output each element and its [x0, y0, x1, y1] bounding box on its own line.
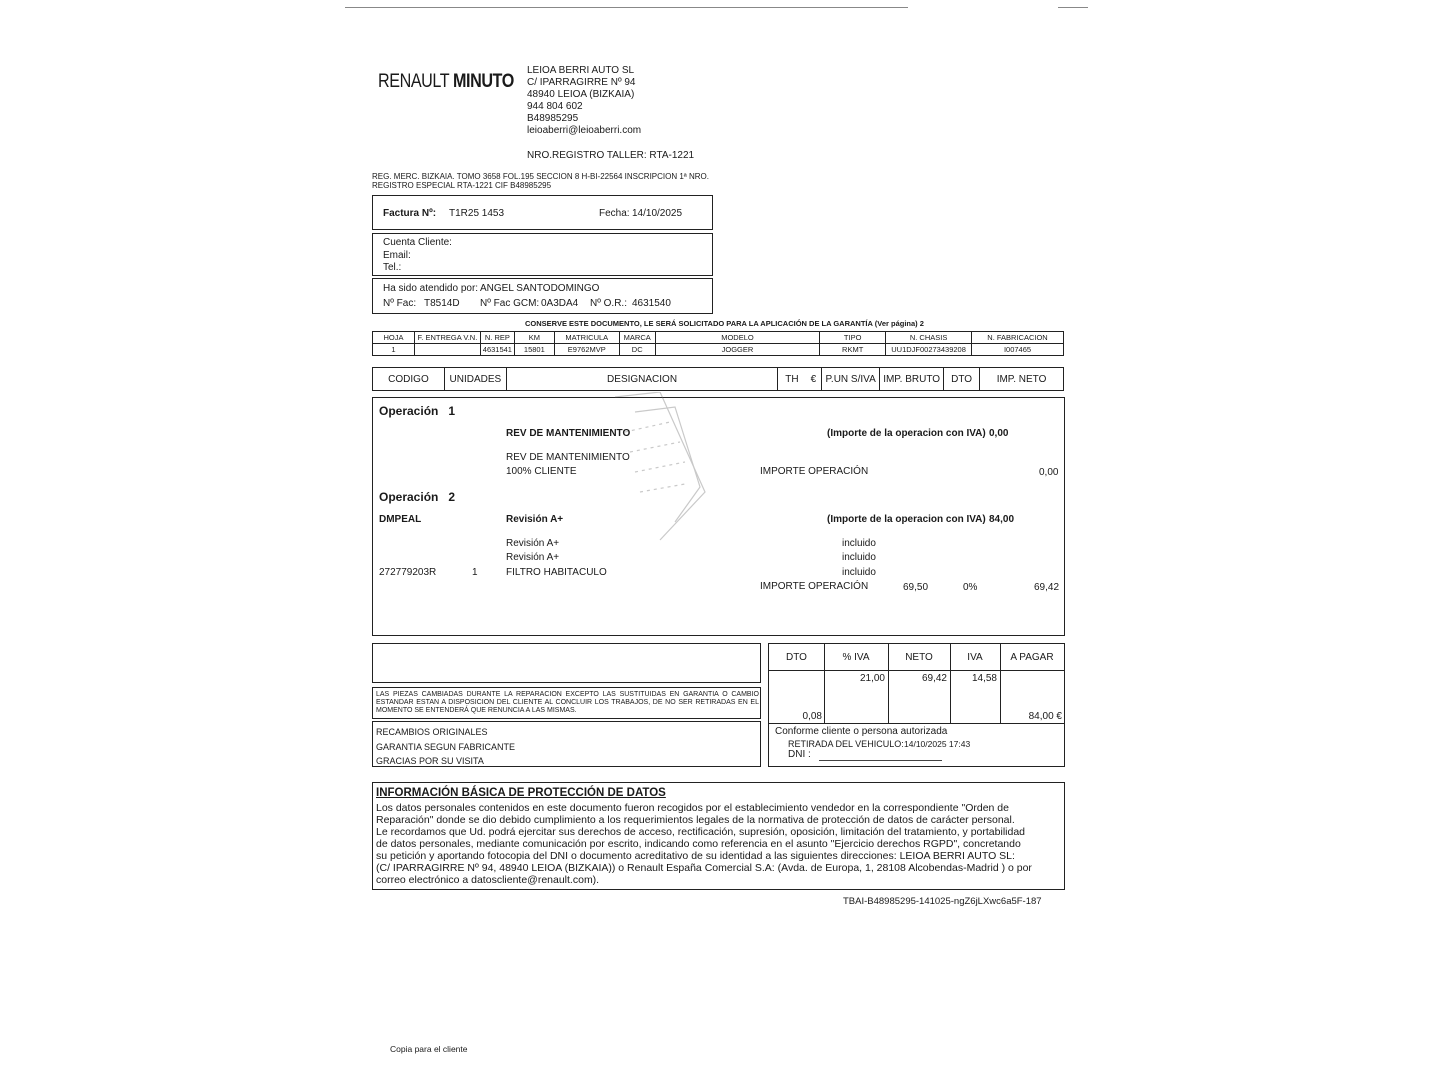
vehicle-header-cell: MATRICULA [554, 332, 619, 344]
warranty-note: CONSERVE ESTE DOCUMENTO, LE SERÁ SOLICITADO PARA LA APLICACIÓN DE LA GARANTÍA (Ver página) 2 [525, 319, 924, 328]
or-label: Nº O.R.: [590, 298, 627, 309]
customer-account-label: Cuenta Cliente: [383, 237, 452, 248]
or-value: 4631540 [632, 298, 671, 309]
col-currency: € [806, 368, 822, 391]
customer-email-label: Email: [383, 250, 411, 261]
vehicle-header-cell: N. CHASIS [886, 332, 972, 344]
op1-importe-label: (Importe de la operacion con IVA) [827, 428, 986, 439]
totals-iva-pct: 21,00 [859, 673, 885, 684]
vehicle-value-cell: 4631541 [480, 344, 514, 356]
col-codigo: CODIGO [373, 368, 445, 391]
vehicle-value-cell: JOGGER [655, 344, 820, 356]
scan-top-line [345, 7, 908, 8]
op1-name: REV DE MANTENIMIENTO [506, 428, 631, 439]
nfac-label: Nº Fac: [383, 298, 417, 309]
company-email: leioaberri@leioaberri.com [527, 125, 642, 136]
recambios-box [372, 721, 761, 767]
company-cif: B48985295 [527, 113, 579, 124]
op2-bruto: 69,50 [903, 582, 929, 593]
invoice-box [372, 195, 713, 230]
tbai-code: TBAI-B48985295-141025-ngZ6jLXwc6a5F-187 [843, 896, 1042, 907]
reg-merc-line1: REG. MERC. BIZKAIA. TOMO 3658 FOL.195 SECCION 8 H-BI-22564 INSCRIPCION 1ª NRO. [372, 172, 709, 181]
op1-title-label: Operación [379, 404, 439, 418]
company-phone: 944 804 602 [527, 101, 583, 112]
totals-header-iva-pct: % IVA [842, 652, 870, 663]
privacy-line: (C/ IPARRAGIRRE Nº 94, 48940 LEIOA (BIZKAIA)) o Renault España Comercial S.A: (Avda. de Europa, 1, 28108 Alcobendas-Madrid ) o por [376, 862, 1032, 874]
col-pun: P.UN S/IVA [822, 368, 880, 391]
op2-code: DMPEAL [379, 514, 422, 525]
vehicle-value-cell: RKMT [820, 344, 886, 356]
op2-num: 2 [448, 490, 456, 504]
invoice-date-label: Fecha: [599, 208, 630, 219]
col-imp-bruto: IMP. BRUTO [880, 368, 944, 391]
attended-box [372, 278, 713, 314]
attended-label: Ha sido atendido por: [383, 283, 479, 294]
stamp-mark [615, 392, 720, 542]
scan-top-line-right [1058, 7, 1088, 8]
vehicle-value-cell [414, 344, 480, 356]
col-imp-neto: IMP. NETO [980, 368, 1064, 391]
privacy-line: Reparación" donde se dio debido cumplimiento a los requerimientos legales de la normativa de protección de datos de carácter personal. [376, 814, 1015, 826]
totals-box [768, 643, 1065, 724]
privacy-line: su petición y aportando fotocopia del DNI o documento acreditativo de su identidad a las siguientes direcciones: LEIOA BERRI AUTO SL: [376, 850, 1015, 862]
totals-header-iva: IVA [967, 652, 983, 663]
vehicle-value-row [373, 344, 1064, 356]
vehicle-value-cell: DC [619, 344, 655, 356]
reg-merc-line2: REGISTRO ESPECIAL RTA-1221 CIF B48985295 [372, 181, 552, 190]
vehicle-header-row [373, 332, 1064, 344]
vehicle-value-cell: UU1DJF00273439208 [886, 344, 972, 356]
gracias-text: GRACIAS POR SU VISITA [376, 756, 484, 766]
privacy-title: INFORMACIÓN BÁSICA DE PROTECCIÓN DE DATOS [376, 787, 666, 799]
customer-box [372, 233, 713, 276]
notes-box [372, 643, 761, 683]
vehicle-header-cell: KM [514, 332, 554, 344]
op2-name: Revisión A+ [506, 514, 564, 525]
op1-importe-op-label: IMPORTE OPERACIÓN [760, 466, 869, 477]
op2-line-units: 1 [472, 567, 478, 578]
privacy-line: Le recordamos que Ud. podrá ejercitar sus derechos de acceso, rectificación, supresión, oposición, limitación del tratamiento, y portabilidad [376, 826, 1026, 838]
op2-line-status: incluido [842, 538, 876, 549]
op2-title [379, 490, 455, 504]
pieces-box [372, 687, 761, 719]
attended-name: ANGEL SANTODOMINGO [480, 283, 600, 294]
op2-dto: 0% [963, 582, 978, 593]
op2-line-desc: Revisión A+ [506, 552, 560, 563]
recambios-text: RECAMBIOS ORIGINALES [376, 727, 488, 737]
vehicle-value-cell: 15801 [514, 344, 554, 356]
op2-neto: 69,42 [1034, 582, 1060, 593]
conforme-box [768, 723, 1065, 767]
col-dto: DTO [944, 368, 980, 391]
gcm-label: Nº Fac GCM: [480, 298, 540, 309]
vehicle-header-cell: N. FABRICACION [972, 332, 1064, 344]
totals-iva: 14,58 [971, 673, 997, 684]
op1-line1: REV DE MANTENIMIENTO [506, 452, 630, 463]
col-designacion: DESIGNACION [506, 368, 777, 391]
op2-importe-label: (Importe de la operacion con IVA) [827, 514, 986, 525]
op2-line-status: incluido [842, 552, 876, 563]
vehicle-header-cell: MARCA [619, 332, 655, 344]
lines-header [372, 367, 1064, 391]
customer-tel-label: Tel.: [383, 262, 402, 273]
totals-header-neto: NETO [905, 652, 933, 663]
company-city: 48940 LEIOA (BIZKAIA) [527, 89, 635, 100]
op1-title [379, 404, 455, 418]
op1-importe-op: 0,00 [1039, 467, 1059, 478]
privacy-line: Los datos personales contenidos en este documento fueron recogidos por el establecimiento vendedor en la correspondiente "Orden de [376, 802, 1009, 814]
dni-signature-line [819, 760, 942, 761]
privacy-line: correo electrónico a datoscliente@renault.com). [376, 874, 600, 886]
op1-importe: 0,00 [989, 428, 1009, 439]
vehicle-value-cell: E9762MVP [554, 344, 619, 356]
conforme-label: Conforme cliente o persona autorizada [775, 726, 948, 737]
privacy-box [372, 782, 1065, 890]
privacy-line: de datos personales, mediante comunicación por escrito, indicando como referencia en el asunto "Ejercicio derechos RGPD", concretando [376, 838, 1021, 850]
vehicle-header-cell: TIPO [820, 332, 886, 344]
garantia-text: GARANTIA SEGUN FABRICANTE [376, 742, 516, 752]
col-unidades: UNIDADES [444, 368, 506, 391]
op2-line-desc: FILTRO HABITACULO [506, 567, 607, 578]
invoice-date: 14/10/2025 [632, 208, 683, 219]
dni-label: DNI : [788, 749, 811, 760]
footer-copy: Copia para el cliente [390, 1044, 468, 1054]
op1-num: 1 [448, 404, 456, 418]
nfac-value: T8514D [424, 298, 460, 309]
renault-minuto-logo: RENAULT MINUTO [378, 71, 514, 92]
invoice-label: Factura Nº: [383, 208, 437, 219]
op2-title-label: Operación [379, 490, 439, 504]
op1-line2: 100% CLIENTE [506, 466, 577, 477]
totals-header-a-pagar: A PAGAR [1010, 652, 1054, 663]
vehicle-header-cell: F. ENTREGA V.N. [414, 332, 480, 344]
totals-a-pagar: 84,00 € [1028, 711, 1062, 722]
op2-importe-op-label: IMPORTE OPERACIÓN [760, 581, 869, 592]
totals-neto: 69,42 [921, 673, 947, 684]
vehicle-value-cell: 1 [373, 344, 415, 356]
company-name: LEIOA BERRI AUTO SL [527, 65, 635, 76]
vehicle-header-cell: HOJA [373, 332, 415, 344]
op2-line-desc: Revisión A+ [506, 538, 560, 549]
retirada-value: 14/10/2025 17:43 [904, 739, 971, 749]
gcm-value: 0A3DA4 [541, 298, 579, 309]
op2-importe: 84,00 [989, 514, 1015, 525]
retirada-label: RETIRADA DEL VEHICULO: [788, 739, 904, 749]
vehicle-header-cell: MODELO [655, 332, 820, 344]
totals-header-dto: DTO [786, 652, 807, 663]
totals-dto: 0,08 [802, 711, 822, 722]
pieces-text: LAS PIEZAS CAMBIADAS DURANTE LA REPARACION EXCEPTO LAS SUSTITUIDAS EN GARANTIA O CAMBIO ESTANDAR ESTAN A DISPOSICION DEL CLIENTE AL CONCLUIR LOS TRABAJOS, DE NO SER RETIRADAS EN EL MOMENTO SE ENTENDERÁ QUE RENUNCIA A LAS MISMAS. [376, 691, 759, 714]
company-street: C/ IPARRAGIRRE Nº 94 [527, 77, 636, 88]
workshop-registry: NRO.REGISTRO TALLER: RTA-1221 [527, 150, 695, 161]
invoice-number: T1R25 1453 [449, 208, 505, 219]
op2-line-status: incluido [842, 567, 876, 578]
vehicle-header-cell: N. REP [480, 332, 514, 344]
op2-line-code: 272779203R [379, 567, 437, 578]
col-th: TH [778, 368, 806, 391]
vehicle-table [372, 331, 1064, 356]
vehicle-value-cell: I007465 [972, 344, 1064, 356]
